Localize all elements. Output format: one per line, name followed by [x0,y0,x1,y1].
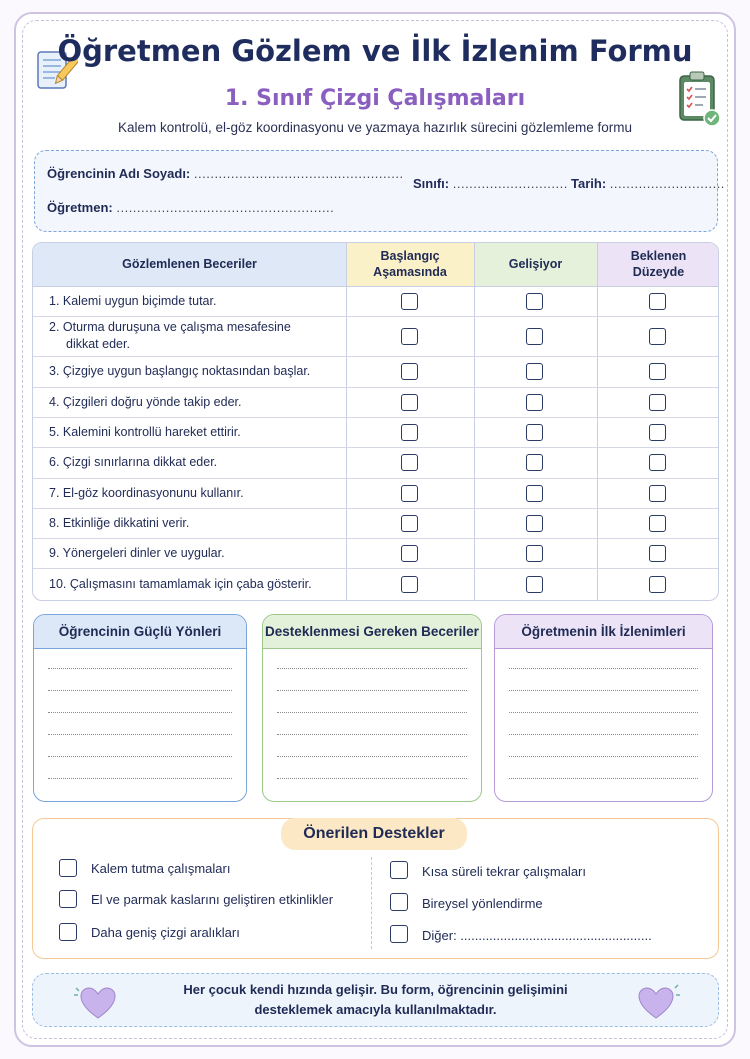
class-label: Sınıfı: [413,176,450,191]
skill-row-text: 9. Yönergeleri dinler ve uygular. [49,545,225,560]
teacher-impressions-card [494,614,713,802]
checkbox-beginning[interactable] [401,454,418,471]
needs-support-card-title: Desteklenmesi Gereken Beceriler [263,615,481,649]
skill-row-text: 3. Çizgiye uygun başlangıç noktasından başlar. [49,364,311,378]
row-divider [33,478,719,479]
checkbox-expected[interactable] [649,576,666,593]
writing-line[interactable] [277,778,467,779]
writing-line[interactable] [48,668,232,669]
skill-row-text: 7. El-göz koordinasyonunu kullanır. [49,485,244,500]
checkbox-beginning[interactable] [401,424,418,441]
writing-line[interactable] [509,712,698,713]
checkbox-developing[interactable] [526,576,543,593]
checkbox-expected[interactable] [649,293,666,310]
row-divider [33,538,719,539]
student-name-label: Öğrencinin Adı Soyadı: [47,166,191,181]
support-checkbox[interactable] [390,861,408,879]
skill-row-text-continued: dikkat eder. [66,337,130,351]
skill-row-label [49,454,217,471]
checkbox-developing[interactable] [526,485,543,502]
support-checkbox[interactable] [59,923,77,941]
checkbox-beginning[interactable] [401,328,418,345]
support-item-label: Bireysel yönlendirme [422,896,543,911]
skill-row-text: 8. Etkinliğe dikkatini verir. [49,515,190,530]
row-divider [33,568,719,569]
skill-row-label [49,545,225,562]
skill-row-label [49,424,241,441]
footer-note-box [32,973,719,1027]
support-checkbox[interactable] [59,890,77,908]
skill-row-text: 10. Çalışmasını tamamlamak için çaba gösterir. [49,577,312,591]
skill-row-label [49,576,312,593]
footer-line-1: Her çocuk kendi hızında gelişir. Bu form, öğrencinin gelişimini [183,982,568,997]
skill-row-label [49,394,241,411]
checkbox-expected[interactable] [649,394,666,411]
row-divider [33,508,719,509]
class-blank: ............................ [452,176,568,191]
checkbox-developing[interactable] [526,363,543,380]
strengths-card-title: Öğrencinin Güçlü Yönleri [34,615,246,649]
row-divider [33,356,719,357]
support-item-label: Kalem tutma çalışmaları [91,861,231,876]
column-header-expected-line1: Beklenen [630,248,687,263]
checkbox-developing[interactable] [526,424,543,441]
checkbox-beginning[interactable] [401,394,418,411]
page-title: Öğretmen Gözlem ve İlk İzlenim Formu [57,34,693,68]
checkbox-developing[interactable] [526,293,543,310]
teacher-blank: ..................................................... [116,200,335,215]
column-header-beginning-line1: Başlangıç [380,248,440,263]
checkbox-developing[interactable] [526,328,543,345]
row-divider [33,417,719,418]
support-item-label: El ve parmak kaslarını geliştiren etkinlikler [91,892,334,907]
writing-line[interactable] [48,712,232,713]
student-info-box [34,150,725,232]
writing-line[interactable] [277,734,467,735]
writing-line[interactable] [48,778,232,779]
support-checkbox[interactable] [59,859,77,877]
skill-row-text: 6. Çizgi sınırlarına dikkat eder. [49,455,218,469]
date-blank: ............................ [609,176,725,191]
suggested-supports-title: Önerilen Destekler [281,818,467,850]
needs-support-card [262,614,482,802]
writing-line[interactable] [277,712,467,713]
writing-line[interactable] [48,734,232,735]
skill-row-label [49,515,189,532]
support-checkbox[interactable] [390,925,408,943]
teacher-impressions-card-title: Öğretmenin İlk İzlenimleri [495,615,712,649]
writing-line[interactable] [48,690,232,691]
row-divider [33,447,719,448]
writing-line[interactable] [509,778,698,779]
checkbox-expected[interactable] [649,454,666,471]
student-name-field[interactable] [47,166,404,181]
writing-line[interactable] [48,756,232,757]
heart-icon [631,982,681,1022]
skill-row-label [49,363,310,380]
column-header-developing: Gelişiyor [474,243,597,286]
skill-row-label [49,319,291,353]
column-header-beginning-line2: Aşamasında [373,264,447,279]
skill-row-label [49,485,244,502]
writing-line[interactable] [509,668,698,669]
date-label: Tarih: [571,176,607,191]
page-description: Kalem kontrolü, el-göz koordinasyonu ve yazmaya hazırlık sürecini gözlemleme formu [118,120,632,135]
writing-line[interactable] [509,734,698,735]
column-divider [346,243,347,601]
student-name-blank: ................................................... [193,166,404,181]
header-divider [33,286,719,287]
column-divider [597,243,598,601]
checkbox-developing[interactable] [526,515,543,532]
class-field[interactable] [413,176,568,191]
skill-row-text: 4. Çizgileri doğru yönde takip eder. [49,394,242,409]
skill-row-text: 2. Oturma duruşuna ve çalışma mesafesine [49,320,291,334]
checkbox-beginning[interactable] [401,515,418,532]
writing-line[interactable] [277,668,467,669]
suggested-supports-box [32,818,719,959]
checkbox-developing[interactable] [526,394,543,411]
row-divider [33,316,719,317]
column-divider [474,243,475,601]
checkbox-expected[interactable] [649,545,666,562]
writing-line[interactable] [509,756,698,757]
support-checkbox[interactable] [390,893,408,911]
checkbox-beginning[interactable] [401,545,418,562]
skills-table [32,242,719,601]
checkbox-beginning[interactable] [401,363,418,380]
checkbox-expected[interactable] [649,485,666,502]
support-item-label: Daha geniş çizgi aralıkları [91,925,240,940]
skill-row-text: 5. Kalemini kontrollü hareket ettirir. [49,424,241,439]
footer-line-2: desteklemek amacıyla kullanılmaktadır. [254,1002,497,1017]
checkbox-expected[interactable] [649,424,666,441]
skill-row-text: 1. Kalemi uygun biçimde tutar. [49,293,217,308]
writing-line[interactable] [277,756,467,757]
column-header-expected-line2: Düzeyde [632,264,685,279]
date-field[interactable] [571,176,725,191]
column-header-expected [597,243,719,286]
row-divider [33,387,719,388]
writing-line[interactable] [509,690,698,691]
support-item-label: Kısa süreli tekrar çalışmaları [422,864,586,879]
teacher-label: Öğretmen: [47,200,113,215]
checkbox-developing[interactable] [526,545,543,562]
checkbox-expected[interactable] [649,515,666,532]
column-header-beginning [346,243,474,286]
column-header-skills: Gözlemlenen Beceriler [33,243,346,286]
writing-line[interactable] [277,690,467,691]
checkbox-beginning[interactable] [401,293,418,310]
teacher-field[interactable] [47,200,334,215]
supports-divider [371,857,372,949]
page-subtitle: 1. Sınıf Çizgi Çalışmaları [224,86,526,111]
support-item-other[interactable]: Diğer: ..................................................... [422,928,652,943]
strengths-card [33,614,247,802]
checkbox-developing[interactable] [526,454,543,471]
checkbox-beginning[interactable] [401,485,418,502]
skill-row-label [49,293,216,310]
checkbox-expected[interactable] [649,328,666,345]
checkbox-beginning[interactable] [401,576,418,593]
checkbox-expected[interactable] [649,363,666,380]
